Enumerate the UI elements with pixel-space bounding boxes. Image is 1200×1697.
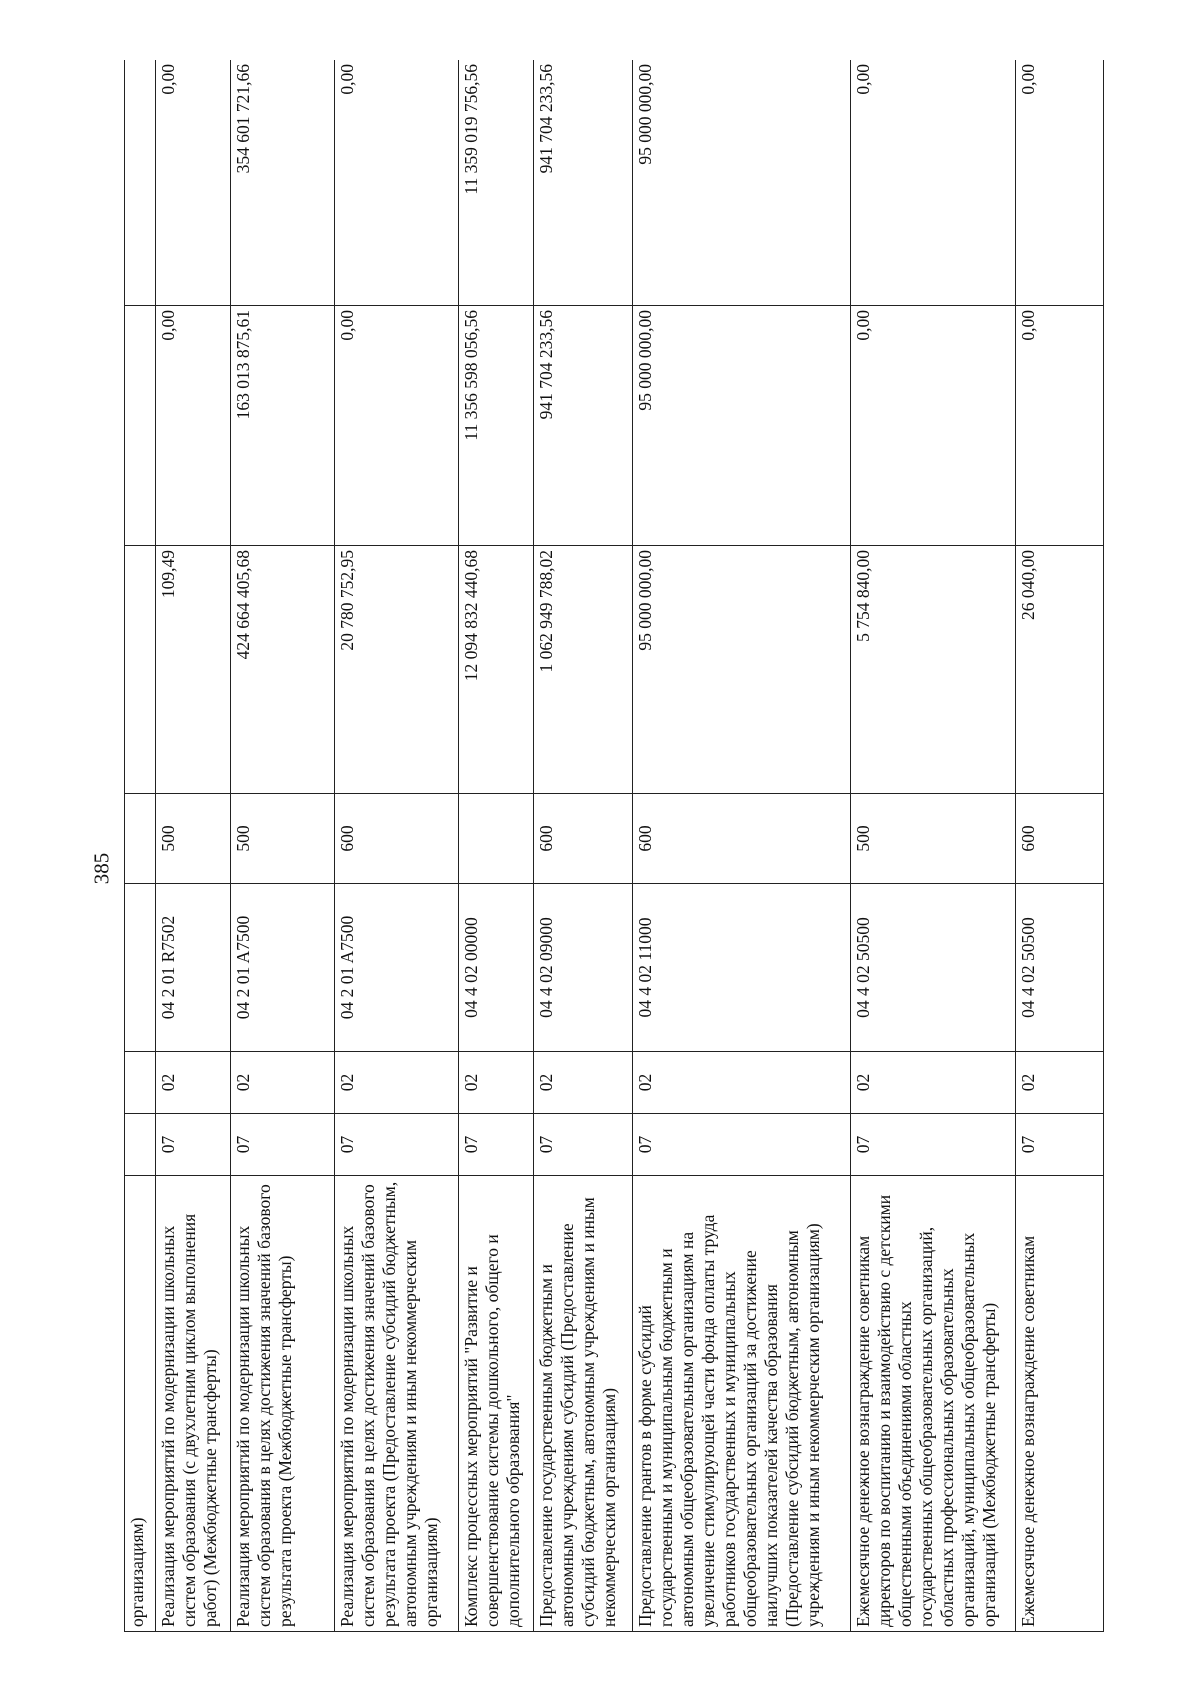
table-row xyxy=(534,60,633,1632)
row-sum-year3: 354 601 721,66 xyxy=(231,60,335,306)
table-row xyxy=(156,60,231,1632)
row-sum-year2: 0,00 xyxy=(335,306,459,546)
row-name: Ежемесячное денежное вознаграждение советникам директоров по воспитанию и взаимодействию с детскими общественными объединениями областных государственных общеобразовательных организаций, областных профессиональных образовательных организаций, муниципальных общеобразовательных организаций (Межбюджетные трансферты) xyxy=(851,1176,1016,1632)
row-vr: 500 xyxy=(156,794,231,884)
row-rz: 07 xyxy=(335,1114,459,1176)
row-name: Реализация мероприятий по модернизации школьных систем образования в целях достижения значений базового результата проекта (Межбюджетные трансферты) xyxy=(231,1176,335,1632)
page-number-text: 385 xyxy=(89,852,114,884)
row-pr: 02 xyxy=(231,1052,335,1114)
row-sum-year3: 0,00 xyxy=(156,60,231,306)
row-pr xyxy=(125,1052,156,1114)
row-csr: 04 2 01 R7502 xyxy=(156,884,231,1052)
row-csr: 04 2 01 A7500 xyxy=(231,884,335,1052)
row-sum-year1: 26 040,00 xyxy=(1016,546,1104,794)
row-rz: 07 xyxy=(851,1114,1016,1176)
page-number xyxy=(87,848,117,888)
row-pr: 02 xyxy=(459,1052,534,1114)
row-sum-year1: 424 664 405,68 xyxy=(231,546,335,794)
row-pr: 02 xyxy=(1016,1052,1104,1114)
row-name: Предоставление государственным бюджетным и автономным учреждениям субсидий (Предоставление субсидий бюджетным, автономным учреждениям и иным некоммерческим организациям) xyxy=(534,1176,633,1632)
row-sum-year1: 20 780 752,95 xyxy=(335,546,459,794)
row-csr: 04 4 02 11000 xyxy=(633,884,851,1052)
row-csr: 04 4 02 50500 xyxy=(851,884,1016,1052)
row-name: Комплекс процессных мероприятий "Развитие и совершенствование системы дошкольного, общего и дополнительного образования" xyxy=(459,1176,534,1632)
row-vr: 600 xyxy=(1016,794,1104,884)
table-row xyxy=(633,60,851,1632)
row-rz: 07 xyxy=(633,1114,851,1176)
row-vr: 600 xyxy=(534,794,633,884)
row-sum-year3: 941 704 233,56 xyxy=(534,60,633,306)
table-row xyxy=(231,60,335,1632)
row-csr: 04 2 01 A7500 xyxy=(335,884,459,1052)
row-pr: 02 xyxy=(851,1052,1016,1114)
table-row xyxy=(1016,60,1104,1632)
row-sum-year2: 163 013 875,61 xyxy=(231,306,335,546)
row-csr: 04 4 02 00000 xyxy=(459,884,534,1052)
row-csr xyxy=(125,884,156,1052)
table-row xyxy=(125,60,156,1632)
row-name: Предоставление грантов в форме субсидий государственным и муниципальным бюджетным и автономным общеобразовательным организациям на увеличение стимулирующей части фонда оплаты труда работников государственных и муниципальных общеобразовательных организаций за достижение наилучших показателей качества образования (Предоставление субсидий бюджетным, автономным учреждениям и иным некоммерческим организациям) xyxy=(633,1176,851,1632)
row-vr xyxy=(125,794,156,884)
rotated-content xyxy=(124,60,1104,1632)
row-vr: 600 xyxy=(335,794,459,884)
row-sum-year1: 5 754 840,00 xyxy=(851,546,1016,794)
row-pr: 02 xyxy=(335,1052,459,1114)
row-rz: 07 xyxy=(534,1114,633,1176)
budget-table-frame xyxy=(124,60,1104,1632)
row-sum-year2: 0,00 xyxy=(156,306,231,546)
table-row xyxy=(335,60,459,1632)
row-name: организациям) xyxy=(125,1176,156,1632)
row-vr xyxy=(459,794,534,884)
row-pr: 02 xyxy=(633,1052,851,1114)
row-rz: 07 xyxy=(231,1114,335,1176)
row-pr: 02 xyxy=(156,1052,231,1114)
row-sum-year1: 12 094 832 440,68 xyxy=(459,546,534,794)
row-name: Реализация мероприятий по модернизации школьных систем образования в целях достижения значений базового результата проекта (Предоставление субсидий бюджетным, автономным учреждениям и иным некоммерческим организациям) xyxy=(335,1176,459,1632)
row-csr: 04 4 02 09000 xyxy=(534,884,633,1052)
row-sum-year3: 0,00 xyxy=(335,60,459,306)
row-name: Ежемесячное денежное вознаграждение советникам xyxy=(1016,1176,1104,1632)
row-sum-year1: 95 000 000,00 xyxy=(633,546,851,794)
row-sum-year1 xyxy=(125,546,156,794)
row-vr: 500 xyxy=(231,794,335,884)
row-sum-year2: 0,00 xyxy=(851,306,1016,546)
budget-table xyxy=(124,60,1104,1632)
row-sum-year3: 0,00 xyxy=(1016,60,1104,306)
row-sum-year2: 0,00 xyxy=(1016,306,1104,546)
table-row xyxy=(851,60,1016,1632)
row-rz xyxy=(125,1114,156,1176)
row-sum-year1: 109,49 xyxy=(156,546,231,794)
row-sum-year3: 11 359 019 756,56 xyxy=(459,60,534,306)
row-sum-year3: 95 000 000,00 xyxy=(633,60,851,306)
row-sum-year2 xyxy=(125,306,156,546)
row-csr: 04 4 02 50500 xyxy=(1016,884,1104,1052)
row-rz: 07 xyxy=(156,1114,231,1176)
row-vr: 500 xyxy=(851,794,1016,884)
row-sum-year2: 95 000 000,00 xyxy=(633,306,851,546)
row-name: Реализация мероприятий по модернизации школьных систем образования (с двухлетним циклом выполнения работ) (Межбюджетные трансферты) xyxy=(156,1176,231,1632)
row-sum-year2: 941 704 233,56 xyxy=(534,306,633,546)
row-vr: 600 xyxy=(633,794,851,884)
row-sum-year3 xyxy=(125,60,156,306)
row-rz: 07 xyxy=(1016,1114,1104,1176)
row-sum-year2: 11 356 598 056,56 xyxy=(459,306,534,546)
row-rz: 07 xyxy=(459,1114,534,1176)
row-pr: 02 xyxy=(534,1052,633,1114)
row-sum-year3: 0,00 xyxy=(851,60,1016,306)
row-sum-year1: 1 062 949 788,02 xyxy=(534,546,633,794)
table-row xyxy=(459,60,534,1632)
